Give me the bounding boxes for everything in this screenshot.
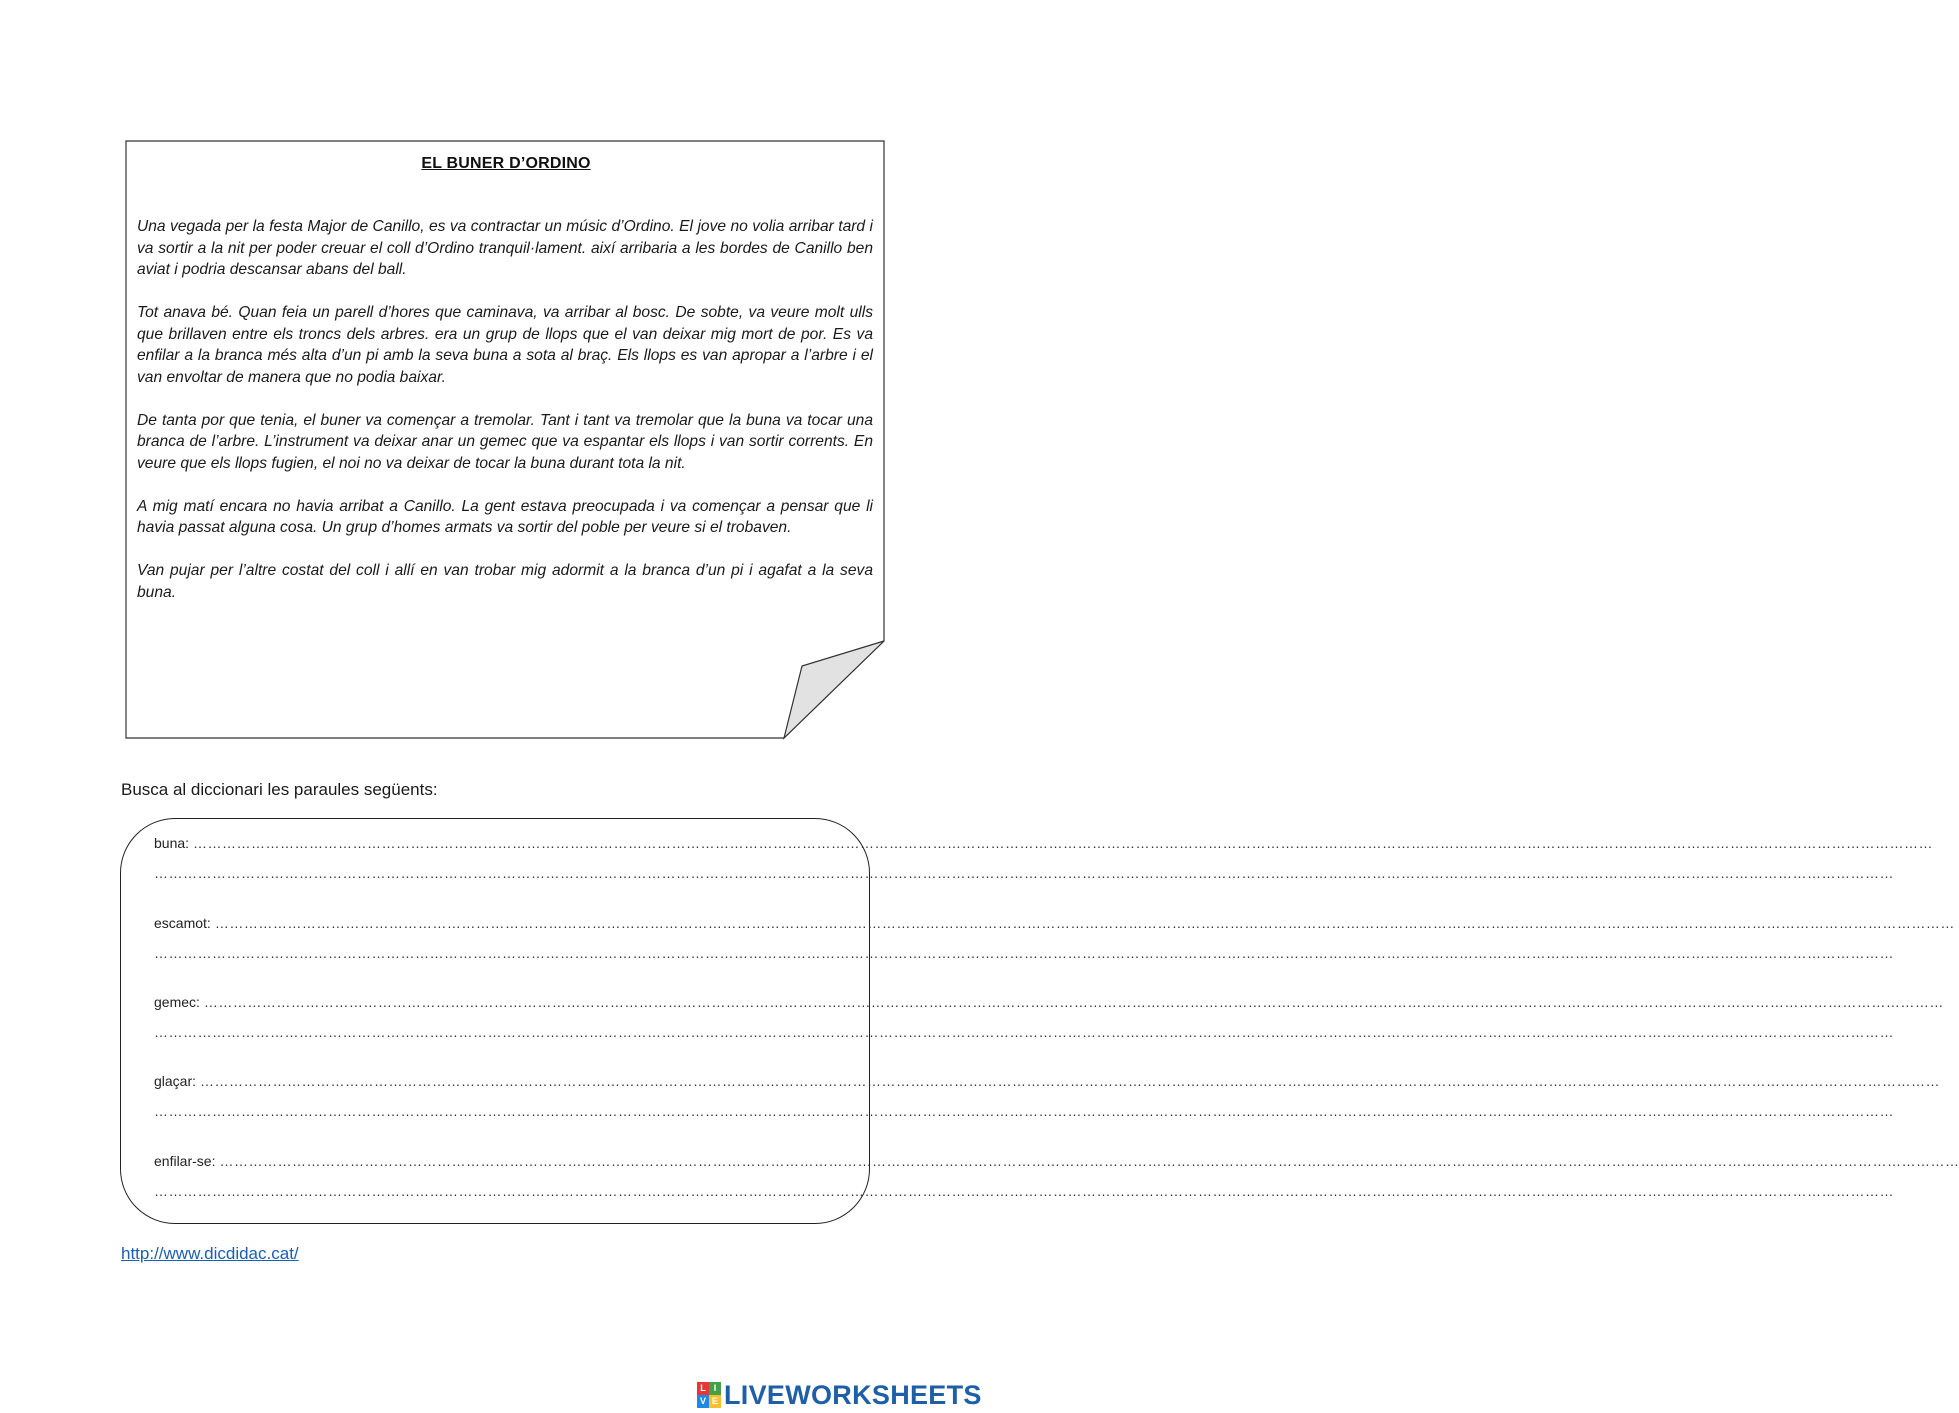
story-paragraph: Una vegada per la festa Major de Canillo, es va contractar un músic d’Ordino. El jove no volia arribar tard i va sortir a la nit per poder creuar el coll d’Ordino tranquil·lament. així arribaria a les bordes de Canillo ben aviat i podria descansar abans del ball. [137,218,873,278]
logo-letter: L [697,1382,709,1395]
logo-letter: I [709,1382,721,1395]
dictionary-link[interactable]: http://www.dicdidac.cat/ [121,1244,299,1263]
answer-line[interactable]: ……………………………………………………………………………………………………………………………………………………………………………………………………………………………………………………………………………………………………………………………… [154,1024,1894,1040]
answer-line[interactable]: ……………………………………………………………………………………………………………………………………………………………………………………………………………………………………………………………………………………………………………………………… [219,1153,1959,1169]
definition-entry [154,835,1934,885]
answer-line[interactable]: ……………………………………………………………………………………………………………………………………………………………………………………………………………………………………………………………………………………………………………………………… [154,1103,1894,1119]
story-sheet [126,141,886,741]
entry-word: escamot: [154,915,211,931]
answer-line[interactable]: ……………………………………………………………………………………………………………………………………………………………………………………………………………………………………………………………………………………………………………………………… [154,945,1894,961]
entry-word: enfilar-se: [154,1153,216,1169]
entry-word: buna: [154,835,190,851]
definition-entry [154,915,1955,965]
logo-letter: V [697,1395,709,1408]
story-paragraph: A mig matí encara no havia arribat a Canillo. La gent estava preocupada i va començar a pensar que li havia passat alguna cosa. Un grup d’homes armats va sortir del poble per veure si el trobaven. [137,497,873,536]
answer-line[interactable]: ……………………………………………………………………………………………………………………………………………………………………………………………………………………………………………………………………………………………………………………………… [200,1073,1941,1089]
story-title: EL BUNER D’ORDINO [421,155,591,172]
instruction-text: Busca al diccionari les paraules següents: [121,780,438,799]
liveworksheets-logo-icon [697,1382,721,1408]
definitions-box [120,818,1959,1224]
answer-line[interactable]: ……………………………………………………………………………………………………………………………………………………………………………………………………………………………………………………………………………………………………………………………… [203,994,1944,1010]
entry-word: gemec: [154,994,200,1010]
answer-line[interactable]: ……………………………………………………………………………………………………………………………………………………………………………………………………………………………………………………………………………………………………………………………… [214,915,1955,931]
liveworksheets-brand [697,1378,982,1412]
answer-line[interactable]: ……………………………………………………………………………………………………………………………………………………………………………………………………………………………………………………………………………………………………………………………… [154,1183,1894,1199]
entry-word: glaçar: [154,1073,197,1089]
definition-entry [154,1153,1959,1203]
logo-letter: E [709,1395,721,1408]
story-paragraph: Tot anava bé. Quan feia un parell d’hores que caminava, va arribar al bosc. De sobte, va veure molt ulls que brillaven entre els troncs dels arbres. era un grup de llops que el van deixar mig mort de por. Es va enfilar a la branca més alta d’un pi amb la seva buna a sota al braç. Els llops es van apropar a l’arbre i el van envoltar de manera que no podia baixar. [137,304,873,386]
brand-name: LIVEWORKSHEETS [724,1379,982,1410]
definition-entry [154,994,1944,1044]
definition-entry [154,1073,1941,1123]
answer-line[interactable]: ……………………………………………………………………………………………………………………………………………………………………………………………………………………………………………………………………………………………………………………………… [193,835,1934,851]
story-body [137,216,873,625]
answer-line[interactable]: ……………………………………………………………………………………………………………………………………………………………………………………………………………………………………………………………………………………………………………………………… [154,865,1894,881]
story-paragraph: De tanta por que tenia, el buner va començar a tremolar. Tant i tant va tremolar que la buna va tocar una branca de l’arbre. L’instrument va deixar anar un gemec que va espantar els llops i van sortir corrents. En veure que els llops fugien, el noi no va deixar de tocar la buna durant tota la nit. [137,411,873,472]
story-paragraph: Van pujar per l’altre costat del coll i allí en van trobar mig adormit a la branca d’un pi i agafat a la seva buna. [137,562,873,601]
